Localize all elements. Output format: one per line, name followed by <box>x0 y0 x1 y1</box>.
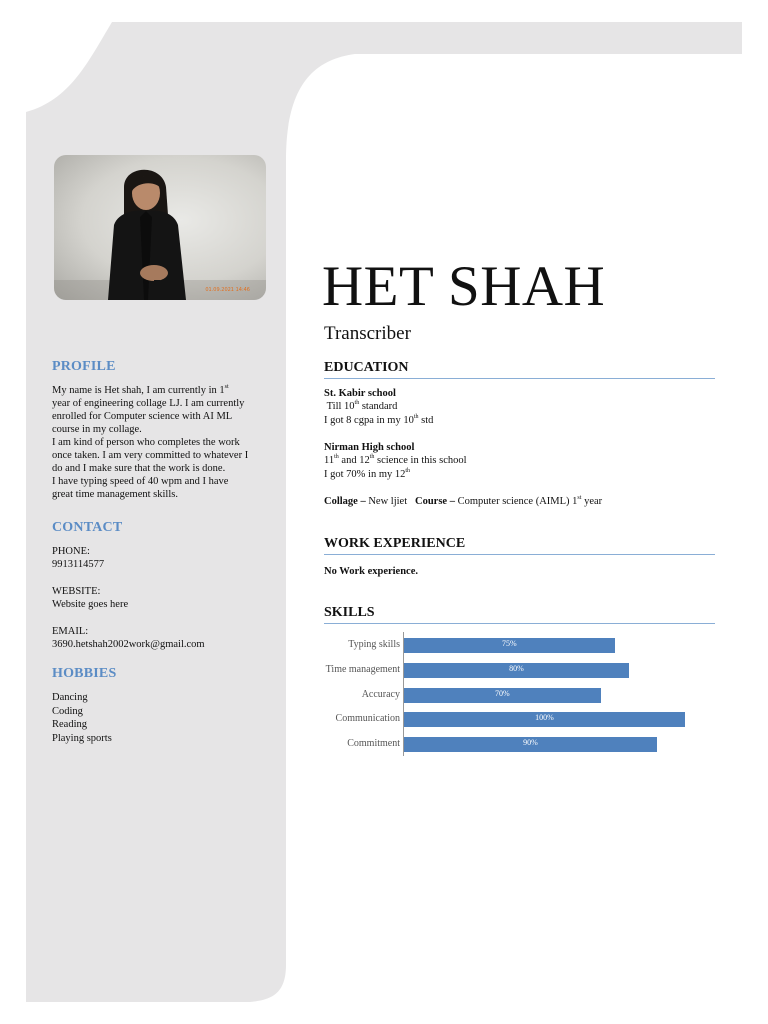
hobbies-heading: HOBBIES <box>52 666 117 681</box>
profile-line: I have typing speed of 40 wpm and I have <box>52 476 229 487</box>
website-value[interactable]: Website goes here <box>52 599 129 610</box>
photo-timestamp: 01.09.2021 14:46 <box>205 287 250 293</box>
skill-value: 100% <box>535 713 554 723</box>
skill-bar <box>404 737 657 752</box>
school-name: St. Kabir school <box>324 388 396 399</box>
skill-label: Accuracy <box>361 688 400 700</box>
hobby-item: Coding <box>52 705 83 717</box>
skill-bar <box>404 688 601 703</box>
phone-label: PHONE: <box>52 546 90 557</box>
skill-value: 75% <box>502 639 517 648</box>
work-text-value: No Work experience. <box>324 566 418 577</box>
profile-line: I am kind of person who completes the work <box>52 437 240 448</box>
website-label: WEBSITE: <box>52 586 101 597</box>
profile-heading: PROFILE <box>52 359 116 374</box>
skills-chart <box>300 632 720 762</box>
education-college <box>324 495 715 508</box>
profile-line: enrolled for Computer science with AI ML <box>52 411 233 422</box>
school-detail: Till 10th standard <box>324 400 398 413</box>
profile-line: course in my collage. <box>52 424 142 435</box>
skill-bar <box>404 638 615 653</box>
person-figure <box>54 155 266 300</box>
profile-line: do and I make sure that the work is done. <box>52 463 226 474</box>
contact-block <box>52 545 274 665</box>
profile-line: My name is Het shah, I am currently in 1st <box>52 384 229 396</box>
skill-label: Communication <box>335 713 400 725</box>
education-school-2 <box>324 441 715 481</box>
hobbies-list <box>52 691 274 745</box>
work-heading: WORK EXPERIENCE <box>324 536 715 555</box>
skill-value: 80% <box>509 663 524 673</box>
profile-text <box>52 384 274 501</box>
school-detail: 11th and 12th science in this school <box>324 454 467 467</box>
profile-line: once taken. I am very committed to whatever I <box>52 450 249 461</box>
course-label: Course – <box>414 496 455 507</box>
email-label: EMAIL: <box>52 626 89 637</box>
candidate-role: Transcriber <box>324 323 411 344</box>
email-value[interactable]: 3690.hetshah2002work@gmail.com <box>52 639 205 650</box>
profile-photo <box>54 155 266 300</box>
collage-label: Collage – <box>324 496 366 507</box>
skills-heading: SKILLS <box>324 605 715 624</box>
skill-value: 90% <box>523 738 538 748</box>
school-detail: I got 70% in my 12th <box>324 467 411 480</box>
contact-heading: CONTACT <box>52 520 123 535</box>
hobby-item: Playing sports <box>52 732 112 744</box>
candidate-name: HET SHAH <box>322 255 606 318</box>
education-school-1 <box>324 387 715 427</box>
hobby-item: Dancing <box>52 692 88 703</box>
profile-line: year of engineering collage LJ. I am currently <box>52 398 245 409</box>
hobby-item: Reading <box>52 719 87 730</box>
profile-line: great time management skills. <box>52 489 178 500</box>
skill-label: Commitment <box>347 738 400 750</box>
skill-label: Typing skills <box>348 639 400 650</box>
school-name: Nirman High school <box>324 442 415 453</box>
skill-value: 70% <box>495 688 510 698</box>
education-heading: EDUCATION <box>324 360 715 379</box>
course-value: Computer science (AIML) 1st year <box>457 495 603 507</box>
phone-value: 9913114577 <box>52 559 105 570</box>
work-text <box>324 565 715 578</box>
skill-bar <box>404 712 685 727</box>
skill-label: Time management <box>325 663 400 675</box>
school-detail: I got 8 cgpa in my 10th std <box>324 413 434 426</box>
collage-value: New ljiet <box>368 496 408 507</box>
skill-bar <box>404 663 629 678</box>
